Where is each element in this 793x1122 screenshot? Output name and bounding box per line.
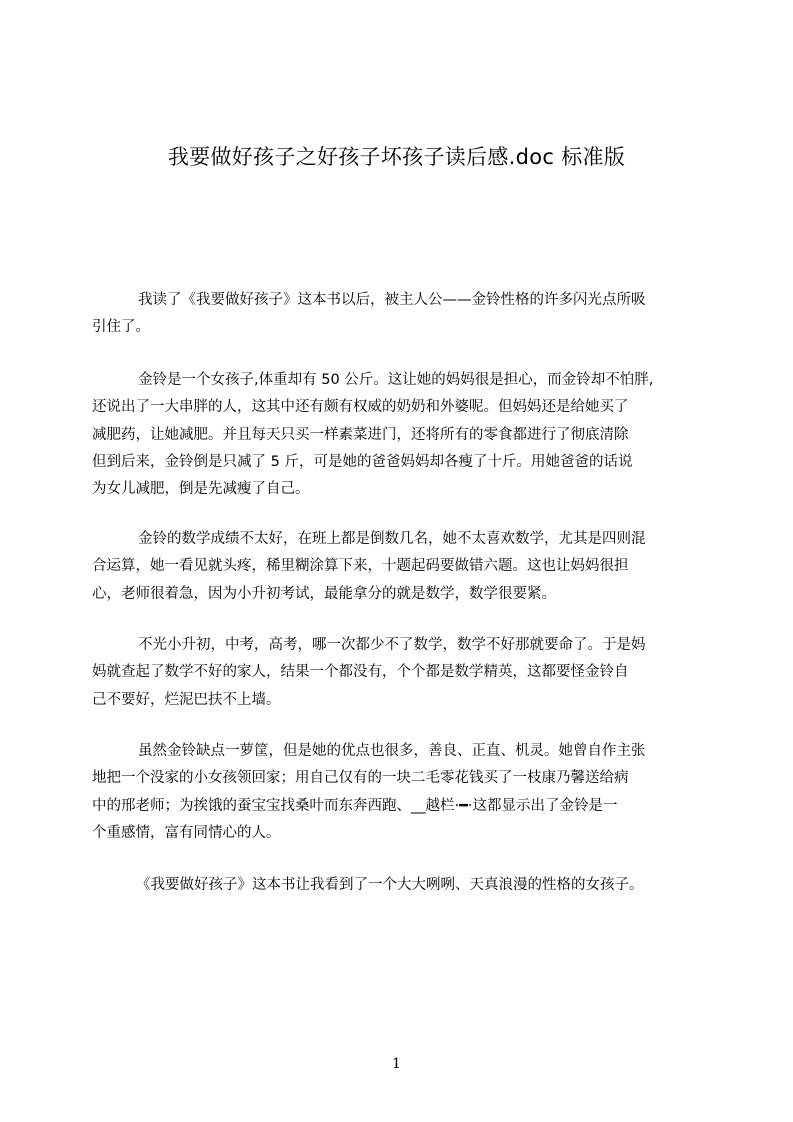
paragraph-line: 引住了。	[92, 319, 150, 336]
paragraph-line: 《我要做好孩子》这本书让我看到了一个大大咧咧、天真浪漫的性格的女孩子。	[136, 877, 644, 893]
document-title: 我要做好孩子之好孩子坏孩子读后感.doc 标准版	[167, 145, 626, 169]
page-number: 1	[392, 1056, 401, 1072]
paragraph-line: 但到后来，金铃倒是只减了 5 斤，可是她的爸爸妈妈却各瘦了十斤。用她爸爸的话说	[92, 453, 633, 470]
paragraph-line: 减肥药，让她减肥。并且每天只买一样素菜进门，还将所有的零食都进行了彻底清除	[92, 426, 629, 443]
paragraph-line: 己不要好，烂泥巴扶不上墙。	[92, 691, 281, 708]
paragraph	[92, 872, 712, 899]
paragraph-line: 合运算，她一看见就头疼，稀里糊涂算下来，十题起码要做错六题。这也让妈妈很担	[92, 558, 629, 575]
paragraph-line: 中的邢老师；为挨饿的蚕宝宝找桑叶而东奔西跑、__越栏·━·这都显示出了金铃是一	[92, 797, 618, 814]
paragraph-line: 心，老师很着急，因为小升初考试，最能拿分的就是数学，数学很要紧。	[92, 585, 556, 602]
paragraph-line: 为女儿减肥，倒是先减瘦了自己。	[92, 481, 310, 498]
paragraph-line: 虽然金铃缺点一萝筐，但是她的优点也很多，善良、正直、机灵。她曾自作主张	[138, 743, 646, 759]
paragraph-line: 我读了《我要做好孩子》这本书以后，被主人公——金铃性格的许多闪光点所吸	[138, 292, 646, 308]
paragraph-line: 还说出了一大串胖的人，这其中还有颇有权威的奶奶和外婆呢。但妈妈还是给她买了	[92, 399, 629, 416]
paragraph	[92, 367, 712, 503]
paragraph	[92, 526, 712, 608]
paragraph-line: 不光小升初，中考，高考，哪一次都少不了数学，数学不好那就要命了。于是妈	[138, 637, 646, 653]
paragraph-line: 地把一个没家的小女孩领回家；用自己仅有的一块二毛零花钱买了一枝康乃馨送给病	[92, 770, 629, 787]
paragraph-line: 个重感情，富有同情心的人。	[92, 824, 281, 841]
paragraph	[92, 632, 712, 714]
paragraph	[92, 287, 712, 342]
paragraph	[92, 738, 712, 847]
paragraph-line: 金铃的数学成绩不太好，在班上都是倒数几名，她不太喜欢数学，尤其是四则混	[138, 531, 646, 547]
paragraph-line: 金铃是一个女孩子,体重却有 50 公斤。这让她的妈妈很是担心，而金铃却不怕胖,	[138, 372, 654, 388]
paragraph-line: 妈就查起了数学不好的家人，结果一个都没有，个个都是数学精英，这都要怪金铃自	[92, 664, 629, 681]
